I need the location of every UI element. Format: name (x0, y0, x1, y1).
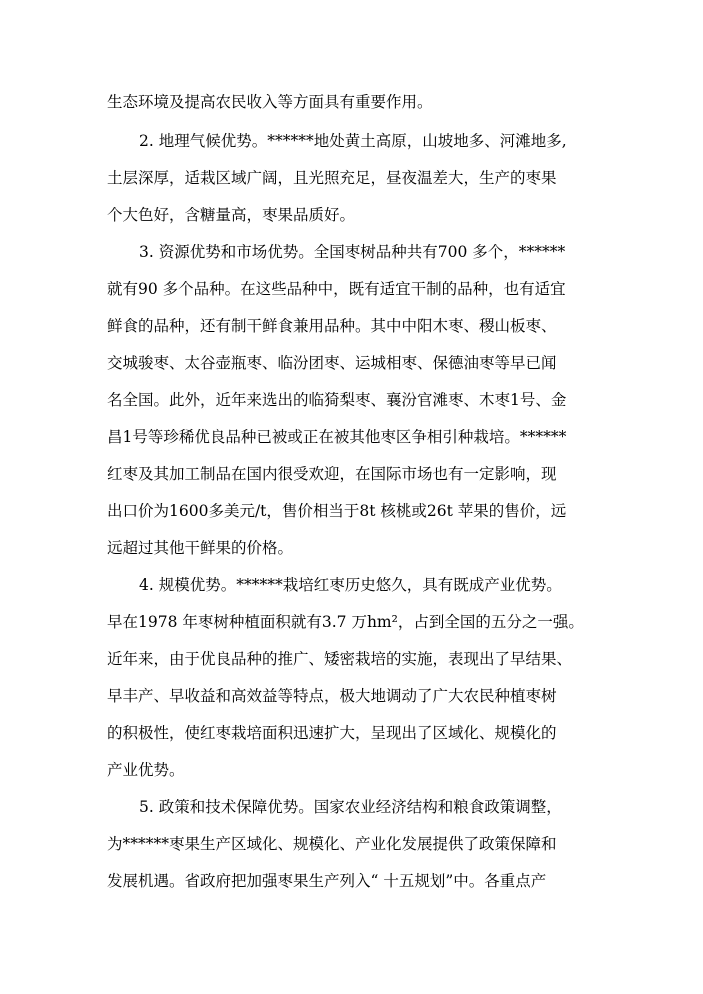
text-line: 4. 规模优势。******栽培红枣历史悠久，具有既成产业优势。 (139, 576, 562, 594)
text-line: 3. 资源优势和市场优势。全国枣树品种共有700 多个，****** (139, 243, 566, 261)
text-line: 近年来，由于优良品种的推广、矮密栽培的实施，表现出了早结果、 (107, 650, 573, 668)
text-line: 2. 地理气候优势。******地处黄土高原，山坡地多、河滩地多, (139, 132, 567, 150)
text-line: 5. 政策和技术保障优势。国家农业经济结构和粮食政策调整， (139, 798, 562, 816)
text-line: 远超过其他干鲜果的价格。 (107, 539, 294, 557)
text-line: 红枣及其加工制品在国内很受欢迎，在国际市场也有一定影响，现 (107, 465, 557, 483)
text-line: 土层深厚，适栽区域广阔，且光照充足，昼夜温差大，生产的枣果 (107, 169, 557, 187)
text-line: 的积极性，使红枣栽培面积迅速扩大，呈现出了区域化、规模化的 (107, 724, 557, 742)
text-line: 早在1978 年枣树种植面积就有3.7 万hm²，占到全国的五分之一强。 (107, 613, 584, 631)
text-line: 交城骏枣、太谷壶瓶枣、临汾团枣、运城相枣、保德油枣等早已闻 (107, 354, 557, 372)
text-line: 发展机遇。省政府把加强枣果生产列入“ 十五规划”中。各重点产 (107, 872, 547, 890)
text-line: 早丰产、早收益和高效益等特点，极大地调动了广大农民种植枣树 (107, 687, 557, 705)
text-line: 产业优势。 (107, 761, 185, 779)
text-line: 个大色好，含糖量高，枣果品质好。 (107, 206, 356, 224)
text-line: 就有90 多个品种。在这些品种中，既有适宜干制的品种，也有适宜 (107, 280, 566, 298)
text-line: 鲜食的品种，还有制干鲜食兼用品种。其中中阳木枣、稷山板枣、 (107, 317, 557, 335)
text-line: 昌1号等珍稀优良品种已被或正在被其他枣区争相引种栽培。****** (107, 428, 567, 446)
text-line: 为******枣果生产区域化、规模化、产业化发展提供了政策保障和 (107, 835, 557, 853)
text-line: 生态环境及提高农民收入等方面具有重要作用。 (107, 93, 433, 111)
text-line: 出口价为1600多美元/t，售价相当于8t 核桃或26t 苹果的售价，远 (107, 502, 567, 520)
text-line: 名全国。此外，近年来选出的临猗梨枣、襄汾官滩枣、木枣1号、金 (107, 391, 567, 409)
